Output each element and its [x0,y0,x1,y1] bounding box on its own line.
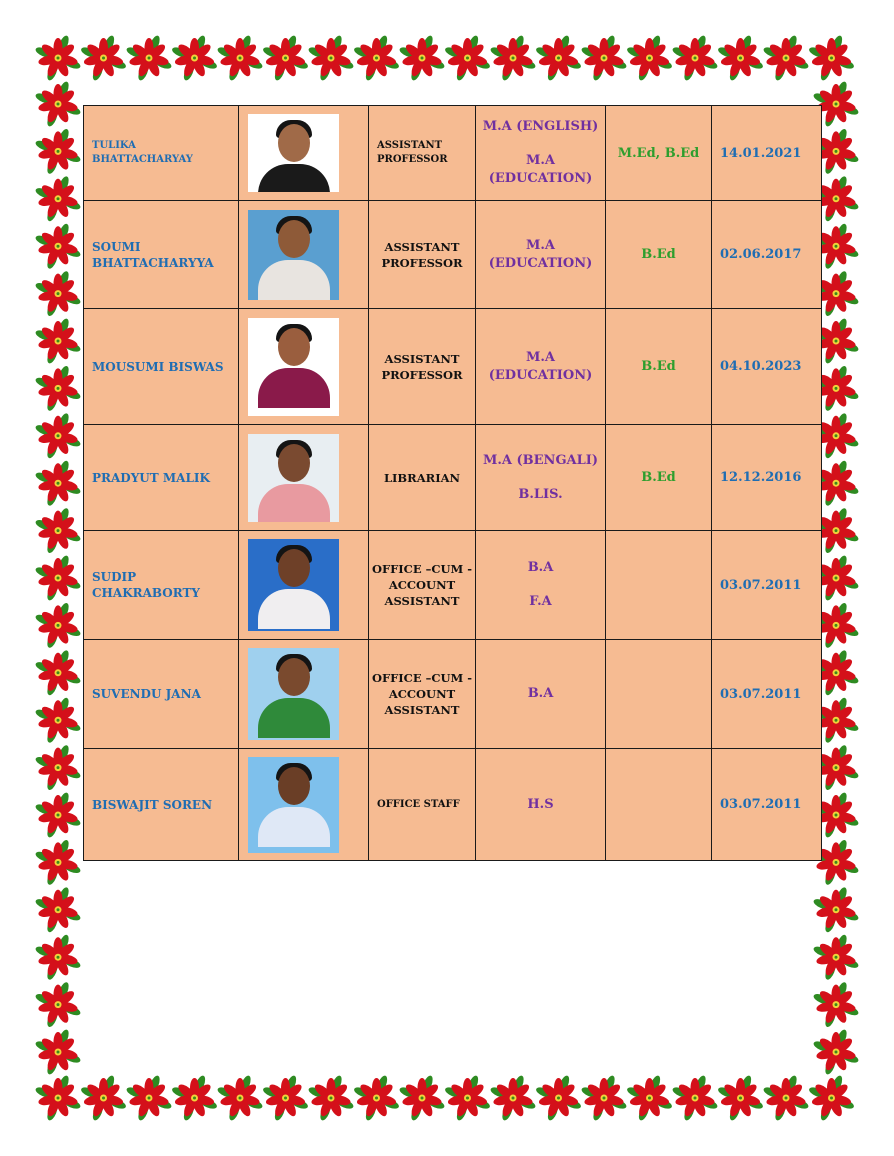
poinsettia-icon [717,1074,765,1122]
poinsettia-icon [171,1074,219,1122]
staff-professional [606,749,712,861]
staff-professional: B.Ed [606,425,712,531]
poinsettia-icon [444,34,492,82]
poinsettia-icon [125,34,173,82]
poinsettia-icon [489,34,537,82]
staff-qualification: M.A (BENGALI) B.LIS. [476,425,606,531]
poinsettia-icon [812,886,860,934]
poinsettia-icon [34,649,82,697]
staff-qualification: B.A [476,640,606,749]
staff-qualification: M.A (EDUCATION) [476,309,606,425]
poinsettia-icon [34,270,82,318]
poinsettia-icon [812,981,860,1029]
poinsettia-icon [444,1074,492,1122]
staff-name: SUVENDU JANA [84,640,239,749]
staff-qualification: B.A F.A [476,531,606,640]
poinsettia-icon [580,34,628,82]
staff-join-date: 03.07.2011 [712,531,822,640]
staff-join-date: 02.06.2017 [712,201,822,309]
poinsettia-icon [34,1074,82,1122]
table-row [84,425,822,531]
poinsettia-icon [671,34,719,82]
poinsettia-icon [80,1074,128,1122]
poinsettia-icon [489,1074,537,1122]
portrait-woman-icon [248,114,339,192]
staff-designation: OFFICE STAFF [369,749,476,861]
table-row [84,309,822,425]
poinsettia-icon [34,412,82,460]
table-row [84,201,822,309]
portrait-woman-icon [248,318,339,416]
staff-join-date: 03.07.2011 [712,749,822,861]
staff-qualification: M.A (EDUCATION) [476,201,606,309]
poinsettia-icon [535,1074,583,1122]
poinsettia-icon [34,744,82,792]
poinsettia-icon [762,34,810,82]
poinsettia-icon [353,1074,401,1122]
staff-name: PRADYUT MALIK [84,425,239,531]
staff-professional: M.Ed, B.Ed [606,106,712,201]
poinsettia-icon [125,1074,173,1122]
poinsettia-icon [34,507,82,555]
poinsettia-icon [34,839,82,887]
poinsettia-icon [626,1074,674,1122]
poinsettia-icon [34,696,82,744]
poinsettia-icon [34,365,82,413]
staff-join-date: 12.12.2016 [712,425,822,531]
staff-name: SOUMI BHATTACHARYYA [84,201,239,309]
table-row [84,749,822,861]
poinsettia-icon [34,1028,82,1076]
poinsettia-icon [34,981,82,1029]
staff-designation: LIBRARIAN [369,425,476,531]
staff-table [83,105,822,861]
staff-name: BISWAJIT SOREN [84,749,239,861]
staff-designation: OFFICE –CUM -ACCOUNT ASSISTANT [369,640,476,749]
table-row [84,640,822,749]
portrait-man-icon [248,434,339,522]
staff-qualification: H.S [476,749,606,861]
table-row [84,531,822,640]
poinsettia-icon [812,1028,860,1076]
staff-designation: ASSISTANT PROFESSOR [369,201,476,309]
poinsettia-icon [307,34,355,82]
poinsettia-icon [262,34,310,82]
poinsettia-icon [580,1074,628,1122]
poinsettia-icon [762,1074,810,1122]
poinsettia-icon [216,34,264,82]
staff-professional: B.Ed [606,309,712,425]
poinsettia-icon [34,886,82,934]
poinsettia-icon [34,317,82,365]
staff-professional: B.Ed [606,201,712,309]
poinsettia-icon [717,34,765,82]
staff-name: MOUSUMI BISWAS [84,309,239,425]
staff-name: SUDIP CHAKRABORTY [84,531,239,640]
poinsettia-icon [34,34,82,82]
poinsettia-icon [80,34,128,82]
staff-join-date: 04.10.2023 [712,309,822,425]
staff-name: TULIKA BHATTACHARYAY [84,106,239,201]
staff-join-date: 14.01.2021 [712,106,822,201]
staff-professional [606,531,712,640]
poinsettia-icon [812,933,860,981]
poinsettia-icon [34,128,82,176]
poinsettia-icon [626,34,674,82]
table-row [84,106,822,201]
staff-designation: ASSISTANT PROFESSOR [369,106,476,201]
poinsettia-icon [808,1074,856,1122]
staff-designation: ASSISTANT PROFESSOR [369,309,476,425]
poinsettia-icon [34,175,82,223]
poinsettia-icon [171,34,219,82]
staff-professional [606,640,712,749]
poinsettia-icon [398,1074,446,1122]
poinsettia-icon [34,459,82,507]
poinsettia-icon [34,791,82,839]
portrait-man-icon [248,648,339,740]
poinsettia-icon [353,34,401,82]
poinsettia-icon [262,1074,310,1122]
portrait-man-icon [248,757,339,853]
poinsettia-icon [535,34,583,82]
portrait-woman-icon [248,210,339,300]
poinsettia-icon [34,80,82,128]
poinsettia-icon [808,34,856,82]
poinsettia-icon [216,1074,264,1122]
poinsettia-icon [307,1074,355,1122]
poinsettia-icon [34,554,82,602]
poinsettia-icon [34,222,82,270]
staff-join-date: 03.07.2011 [712,640,822,749]
poinsettia-icon [398,34,446,82]
poinsettia-icon [34,602,82,650]
portrait-man-icon [248,539,339,631]
staff-qualification: M.A (ENGLISH) M.A (EDUCATION) [476,106,606,201]
poinsettia-icon [34,933,82,981]
poinsettia-icon [671,1074,719,1122]
staff-designation: OFFICE –CUM -ACCOUNT ASSISTANT [369,531,476,640]
